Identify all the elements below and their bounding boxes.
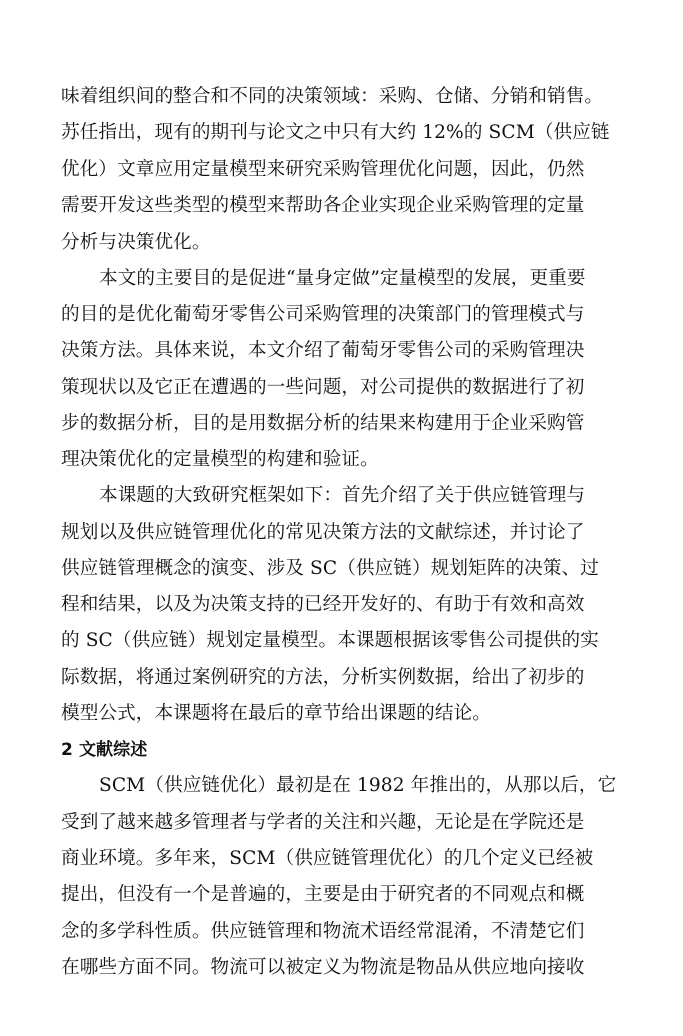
paragraph-line: 供应链管理概念的演变、涉及 SC（供应链）规划矩阵的决策、过: [61, 558, 599, 579]
paragraph-line: 程和结果，以及为决策支持的已经开发好的、有助于有效和高效: [61, 594, 585, 615]
paragraph-line: 受到了越来越多管理者与学者的关注和兴趣，无论是在学院还是: [61, 812, 585, 833]
paragraph-line: 际数据，将通过案例研究的方法，分析实例数据，给出了初步的: [61, 667, 585, 688]
paragraph-line: 的 SC（供应链）规划定量模型。本课题根据该零售公司提供的实: [61, 630, 599, 651]
paragraph-line: 在哪些方面不同。物流可以被定义为物流是物品从供应地向接收: [61, 957, 585, 978]
paragraph-line: 策现状以及它正在遭遇的一些问题，对公司提供的数据进行了初: [61, 377, 585, 398]
paragraph-line: 的目的是优化葡萄牙零售公司采购管理的决策部门的管理模式与: [61, 304, 585, 325]
paragraph-line: 味着组织间的整合和不同的决策领域：采购、仓储、分销和销售。: [61, 86, 604, 107]
paragraph-line: 商业环境。多年来，SCM（供应链管理优化）的几个定义已经被: [61, 848, 594, 869]
paragraph-line: 步的数据分析，目的是用数据分析的结果来构建用于企业采购管: [61, 413, 585, 434]
paragraph-line: 念的多学科性质。供应链管理和物流术语经常混淆，不清楚它们: [61, 921, 585, 942]
paragraph-line: 分析与决策优化。: [61, 232, 211, 253]
paragraph-line: 提出，但没有一个是普遍的，主要是由于研究者的不同观点和概: [61, 884, 585, 905]
paragraph-line: 本课题的大致研究框架如下：首先介绍了关于供应链管理与: [99, 485, 586, 506]
paragraph-line: 规划以及供应链管理优化的常见决策方法的文献综述，并讨论了: [61, 522, 585, 543]
paragraph-line: SCM（供应链优化）最初是在 1982 年推出的，从那以后，它: [99, 775, 617, 796]
paragraph-line: 模型公式，本课题将在最后的章节给出课题的结论。: [61, 703, 491, 724]
paragraph-line: 理决策优化的定量模型的构建和验证。: [61, 449, 379, 470]
paragraph-line: 苏任指出，现有的期刊与论文之中只有大约 12%的 SCM（供应链: [61, 122, 610, 143]
paragraph-line: 本文的主要目的是促进“量身定做”定量模型的发展，更重要: [99, 268, 586, 289]
paragraph-line: 决策方法。具体来说，本文介绍了葡萄牙零售公司的采购管理决: [61, 340, 585, 361]
section-heading: 2 文献综述: [61, 740, 148, 760]
paragraph-line: 需要开发这些类型的模型来帮助各企业实现企业采购管理的定量: [61, 195, 585, 216]
paragraph-line: 优化）文章应用定量模型来研究采购管理优化问题，因此，仍然: [61, 159, 585, 180]
